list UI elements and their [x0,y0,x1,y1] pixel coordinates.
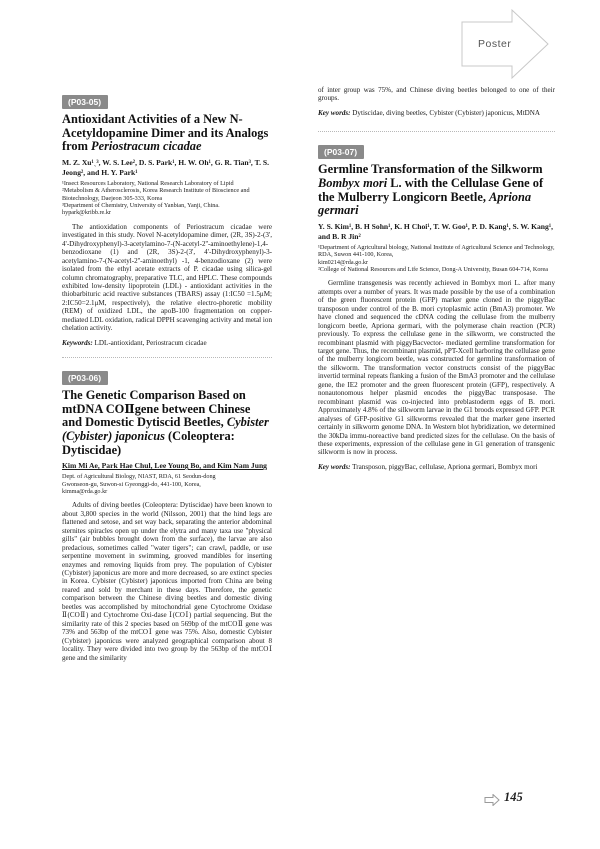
page-number: 145 [504,790,523,804]
article-authors: Kim Mi Ae, Park Hae Chul, Lee Young Bo, and Kim Nam Jung [62,461,267,471]
article-abstract: The antioxidation components of Periostracum cicadae were investigated in this study. Novel N-acetyldopamine dimer, (2R, 3S)-2-(3', 4'-Dihydroxyphenyl)-3-acetylamino-7-(N-acetyl-2''-aminoethylene)-1,4-benzodioxane (1) and (2R, 3S)-2-(3', 4'-Dihydroxyphenyl)-3-acetylamino-7-(N-acetyl-2''-aminoethyl) -1, 4-benzodioxane (2) were isolated from the ethyl acetate extracts of P. cicadae using silica-gel column chromatography, preparative TLC, and HPLC. These compounds exhibited low-density lipoprotein (LDL) - antioxidant activities in the thiobarbituric acid reactive substances (TBARS) assay (1:IC50 =1.5μM; 2:IC50=2.1μM, respectively), the relative electro-phoretic mobility (REM) of oxidized LDL, the apoB-100 fragmentation on copper-mediated LDL oxidation, radical DPPH scavenging activity and metal ion chelation activity. [62,222,272,333]
article-affiliations: ¹Insect Resources Laboratory, National Research Laboratory of Lipid ²Metabolism & Atherosclerosis, Korea Research Institute of Bioscience and Biotechnology, Daejeon 305-333, Korea ³Department of Chemistry, University of Yanbian, Yanji, China. hypark@kribb.re.kr [62,179,250,217]
article-p03-07 [318,142,555,471]
section-label: Poster [478,38,512,50]
article-code-badge: (P03-07) [318,145,364,159]
article-title: Antioxidant Activities of a New N-Acetyldopamine Dimer and its Analogs from Periostracum cicadae [62,112,269,154]
article-authors: M. Z. Xu¹ˎ³, W. S. Lee², D. S. Park¹, H. W. Oh¹, G. R. Tian³, T. S. Jeong², and H. Y. Park¹ [62,157,269,177]
article-title: Germline Transformation of the Silkworm Bombyx mori L. with the Cellulase Gene of the Mulberry Longicorn Beetle, Apriona germari [318,162,544,218]
article-abstract: Germline transgenesis was recently achieved in Bombyx mori L. after many attempts over a number of years. It was made possible by the use of a combination of the green fluorescent protein (GFP) marker gene cloned in the piggyBac transposon under control of the B. mori cytoplasmic actin (BmA3) promoter. We have cloned and sequenced the cDNA coding the cellulase from the mulberry longicorn beetle, Apriona germari, with the polymerase chain reaction (PCR) previously. To express the cellulase gene in the silkworm, we constructed the recombinant plasmid with piggyBacvector- mediated germline transformation for target gene. Thus, the recombinant plasmid, pPT-Xcell harboring the cellulase gene of the mulberry longicorn beetle, was constructed for germline transformation of the silkworm. The transformation vector constructs consist of the piggyBac invertid terminal repeats flanking a fusion of the BmA3 promoter and the cellulase gene, the IE2 promoter and the green fluorescent protein (GFP), respectively. A nonautonomous helper plasmid encodes the piggyBac transposase. The recombinant plasmid was co-injected into preblastoderm eggs of B. mori. Approximately 4.8% of the silkworm larvae in the G1 broods expressed GFP. PCR analyses of GFP-positive G1 silkworms revealed that the marker gene inserted certainly in silkworm genome DNA. In Western blot hybridization, we determined the 30kDa immu-noreactive band predicted sizes for the cellulase. On the basis of these experiments, expression of the cellulase gene in G1 generation of transgenic silkworm is now in process. [318,279,555,457]
article-code-badge: (P03-06) [62,371,108,385]
article-p03-06 [62,368,272,662]
article-keywords: Key words: Dytiscidae, diving beetles, Cybister (Cybister) japonicus, MtDNA [318,108,541,117]
article-keywords: Key words: Transposon, piggyBac, cellulase, Apriona germari, Bombyx mori [318,462,538,471]
article-code-badge: (P03-05) [62,95,108,109]
article-p03-05 [62,92,272,347]
divider [318,131,555,132]
article-affiliations: ¹Department of Agricultural biology, National Institute of Agricultural Science and Technology, RDA, Suwon 441-100, Korea, kim0214@rda.go.kr ²College of National Resources and Life Science, Dong-A University, Busan 604-714, Korea [318,243,555,273]
article-affiliations: Dept. of Agricultural Biology, NIAST, RDA, 61 Seodun-dong Gwonseon-gu, Suwon-si Gyeonggi-do, 441-100, Korea, kimma@rda.go.kr [62,473,216,495]
article-keywords: Keywords: LDL-antioxidant, Periostracum cicadae [62,338,207,347]
right-column [318,86,555,471]
left-column [62,92,272,662]
page-arrow-icon [484,794,500,806]
article-abstract-continued: of inter group was 75%, and Chinese diving beetles belonged to one of their groups. [318,86,555,103]
article-abstract: Adults of diving beetles (Coleoptera: Dytiscidae) have been known to about 3,800 species in the world (Nilsson, 2001) that the hind legs are flattened and setose, and set way back, separating the anterior abdominal sternites spiracles open up under the elytra and many taxa use "physical gills" (air bubbles brought down from the surface), the larvae are also predacious, sometimes called "water tigers"; can crawl, paddle, or use serpentine movement in swimming, grooved mandibles for inserting enzymes and removing liquids from prey. The population of Cybister (Cybister) japonicus are more and more decreased, so are extinct species in Korea. Cybister (Cybister) japonicus imported from China are being reared and sold by merchant in these days. Therefore, the genetic comparison between the Chinese diving beetles and domestic diving beetles was accomplished by mitochondrial gene Cytochrome Oxidase Ⅱ(COⅡ) and Cytochrome Oxi-dase Ⅰ(COⅠ) partial sequencing. But the similarity rate of this 2 species based on 569bp of the mtCOⅡ gene was 73% and 563bp of the mtCOⅠ gene was 75%. Also, domestic Cybister (Cybister) japonicus were analyzed geographical comparison about 8 locality. They were divided into two group by the 563bp of the mtCOⅠ gene and the similarity [62,501,272,662]
article-title: The Genetic Comparison Based on mtDNA COⅡgene between Chinese and Domestic Dytiscid Beetles, Cybister (Cybister) japonicus (Coleoptera: Dytiscidae) [62,388,269,457]
article-authors: Y. S. Kim¹, B. H Sohn¹, K. H Choi¹, T. W. Goo¹, P. D. Kang¹, S. W. Kang¹, and B. R Jin² [318,221,554,241]
divider [62,357,272,358]
